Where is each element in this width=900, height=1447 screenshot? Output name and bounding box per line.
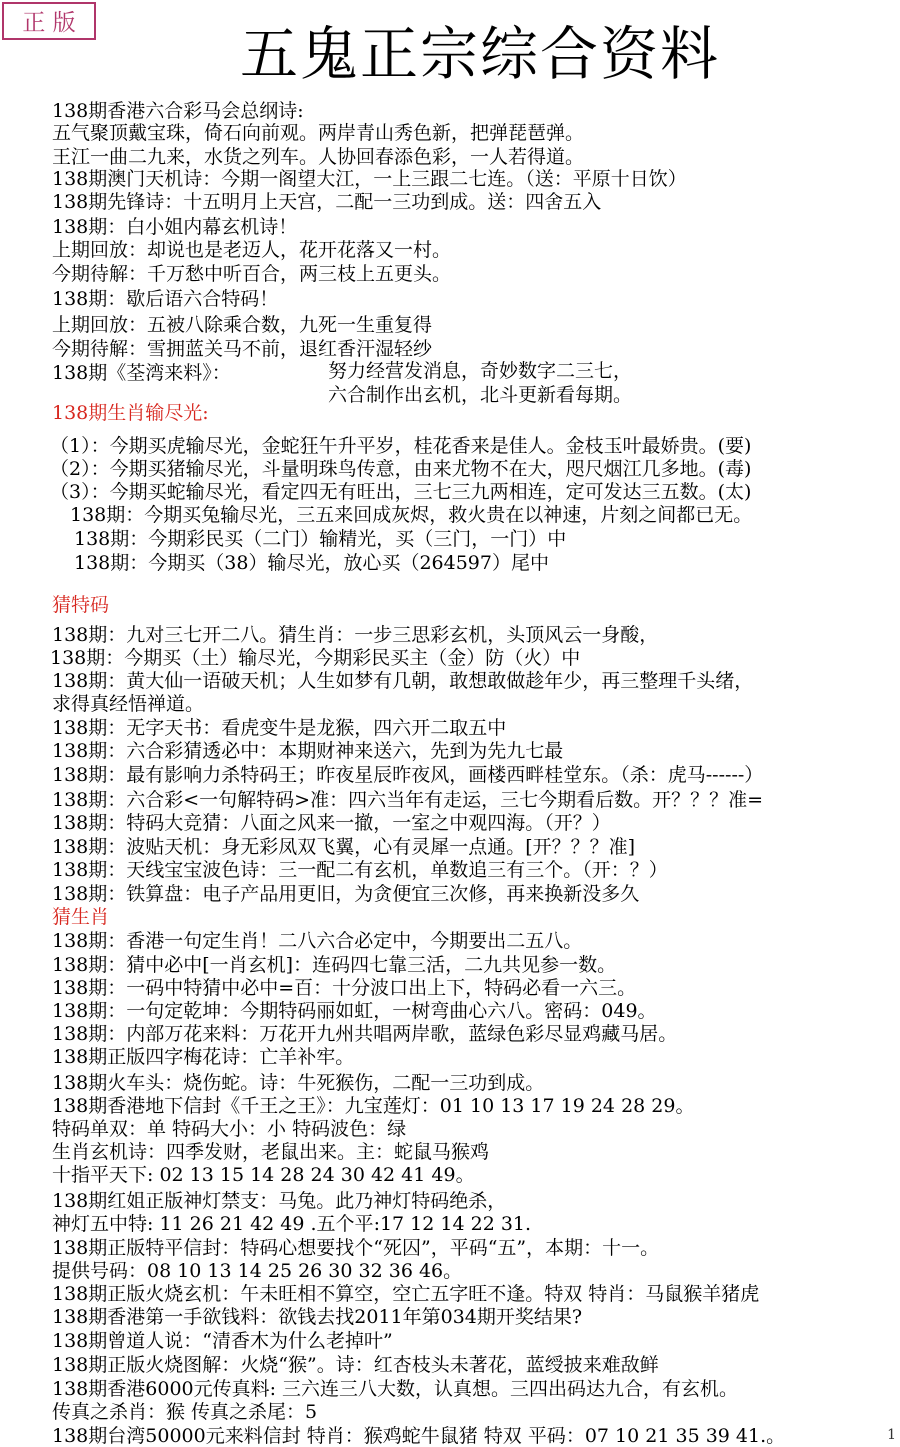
text-line: 138期：今期买（38）输尽光，放心买（264597）尾中: [74, 552, 549, 574]
text-line: 138期：猜中必中[一肖玄机]：连码四七靠三活，二九共见参一数。: [52, 954, 617, 976]
text-line: 138期火车头：烧伤蛇。诗：牛死猴伤，二配一三功到成。: [52, 1072, 545, 1094]
text-line: 138期：六合彩<一句解特码>准：四六当年有走运，三七今期看后数。开？？？准=: [52, 789, 764, 811]
text-line: （3）：今期买蛇输尽光，看定四无有旺出，三七三九两相连，定可发达三五数。(太): [50, 481, 752, 503]
text-line: 138期：黄大仙一语破天机；人生如梦有几朝，敢想敢做趁年少，再三整理千头绪，: [52, 670, 754, 692]
text-line: 138期先锋诗：十五明月上天宫，二配一三功到成。送：四舍五入: [52, 191, 602, 213]
text-line: 138期正版火烧图解：火烧“猴”。诗：红杏枝头未著花，蓝绶披来难敌鲜: [52, 1354, 659, 1376]
text-line: 努力经营发消息，奇妙数字二三七，: [328, 360, 633, 382]
text-line: 十指平天下: 02 13 15 14 28 24 30 42 41 49。: [52, 1164, 475, 1186]
text-line: 138期：一句定乾坤：今期特码丽如虹，一树弯曲心六八。密码：049。: [52, 1000, 657, 1022]
text-line: 138期：无字天书：看虎变牛是龙猴，四六开二取五中: [52, 717, 507, 739]
text-line: 138期：香港一句定生肖！二八六合必定中，今期要出二五八。: [52, 930, 583, 952]
text-line: 138期：九对三七开二八。猜生肖：一步三思彩玄机，头顶风云一身酸，: [52, 624, 659, 646]
text-line: 138期香港第一手欲钱料：欲钱去找2011年第034期开奖结果?: [52, 1306, 583, 1328]
text-line: 传真之杀肖：猴 传真之杀尾：5: [52, 1401, 318, 1423]
text-line: 神灯五中特: 11 26 21 42 49 .五个平:17 12 14 22 31.: [52, 1213, 532, 1235]
text-line: 138期正版特平信封：特码心想要找个“死囚”，平码“五”，本期：十一。: [52, 1237, 660, 1259]
text-line: 138期：一码中特猜中必中=百：十分波口出上下，特码必看一六三。: [52, 977, 637, 999]
text-line: 王江一曲二九来，水货之列车。人协回春添色彩，一人若得道。: [52, 146, 585, 168]
section-heading: 138期生肖输尽光:: [52, 402, 209, 424]
text-line: 特码单双：单 特码大小：小 特码波色：绿: [52, 1118, 407, 1140]
text-line: 138期澳门天机诗：今期一阁望大江，一上三跟二七连。（送：平原十日饮）: [52, 168, 687, 190]
text-line: 138期曾道人说：“清香木为什么老掉叶”: [52, 1330, 393, 1352]
text-line: 138期《荃湾来料》：: [52, 362, 231, 384]
section-heading: 猜特码: [52, 594, 110, 616]
text-line: 提供号码：08 10 13 14 25 26 30 32 36 46。: [52, 1260, 463, 1282]
text-line: 138期正版四字梅花诗：亡羊补牢。: [52, 1046, 355, 1068]
text-line: 138期香港6000元传真料: 三六连三八大数，认真想。三四出码达九合，有玄机。: [52, 1378, 739, 1400]
text-line: 求得真经悟禅道。: [52, 693, 205, 715]
page-number: 1: [887, 1427, 896, 1443]
section-heading: 猜生肖: [52, 906, 110, 928]
text-line: 五气聚顶戴宝珠，倚石向前观。两岸青山秀色新，把弹琵琶弹。: [52, 122, 585, 144]
text-line: 138期：内部万花来料：万花开九州共唱两岸歌，蓝绿色彩尽显鸡藏马居。: [52, 1023, 678, 1045]
text-line: 138期：特码大竞猜：八面之风来一撤，一室之中观四海。（开？）: [52, 812, 611, 834]
text-line: 上期回放：却说也是老迈人，花开花落又一村。: [52, 239, 452, 261]
text-line: 138期：波贴天机：身无彩凤双飞翼，心有灵犀一点通。[开？？？准]: [52, 836, 636, 858]
text-line: （1）：今期买虎输尽光，金蛇狂午升平岁，桂花香来是佳人。金枝玉叶最娇贵。(要): [50, 435, 752, 457]
page-title: 五鬼正宗综合资料: [239, 20, 720, 88]
text-line: 138期香港地下信封《千王之王》：九宝莲灯：01 10 13 17 19 24 28 29。: [52, 1095, 695, 1117]
text-line: 生肖玄机诗：四季发财，老鼠出来。主：蛇鼠马猴鸡: [52, 1141, 490, 1163]
text-line: 138期台湾50000元来料信封 特肖：猴鸡蛇牛鼠猪 特双 平码：07 10 21 35 39 41.。: [52, 1425, 786, 1447]
text-line: 今期待解：雪拥蓝关马不前，退红香汗湿轻纱: [52, 338, 433, 360]
text-line: 今期待解：千万愁中听百合，两三枝上五更头。: [52, 263, 452, 285]
text-line: 138期：今期买兔输尽光，三五来回成灰烬，救火贵在以神速，片刻之间都已无。: [70, 504, 753, 526]
text-line: 138期：铁算盘：电子产品用更旧，为贪便宜三次修，再来换新没多久: [52, 883, 640, 905]
text-line: 138期红姐正版神灯禁支：马兔。此乃神灯特码绝杀，: [52, 1190, 507, 1212]
text-line: 138期：歇后语六合特码！: [52, 288, 279, 310]
text-line: 138期：最有影响力杀特码王；昨夜星辰昨夜风，画楼西畔桂堂东。（杀：虎马------）: [52, 764, 764, 786]
text-line: 138期：六合彩猜透必中：本期财神来送六，先到为先九七最: [52, 740, 564, 762]
text-line: 六合制作出玄机，北斗更新看每期。: [328, 384, 633, 406]
badge-zhengban: 正 版: [2, 2, 96, 40]
text-line: 138期：今期彩民买（二门）输精光，买（三门，一门）中: [74, 528, 567, 550]
text-line: 138期：今期买（土）输尽光，今期彩民买主（金）防（火）中: [50, 647, 581, 669]
text-line: 上期回放：五被八除乘合数，九死一生重复得: [52, 314, 433, 336]
text-line: （2）：今期买猪输尽光，斗量明珠鸟传意，由来尤物不在大，咫尺烟江几多地。(毒): [50, 458, 752, 480]
text-line: 138期：天线宝宝波色诗：三一配二有玄机，单数追三有三个。（开：？）: [52, 859, 668, 881]
text-line: 138期香港六合彩马会总纲诗:: [52, 100, 304, 122]
text-line: 138期：白小姐内幕玄机诗！: [52, 216, 298, 238]
text-line: 138期正版火烧玄机：午未旺相不算空，空亡五字旺不逢。特双 特肖：马鼠猴羊猪虎: [52, 1283, 760, 1305]
